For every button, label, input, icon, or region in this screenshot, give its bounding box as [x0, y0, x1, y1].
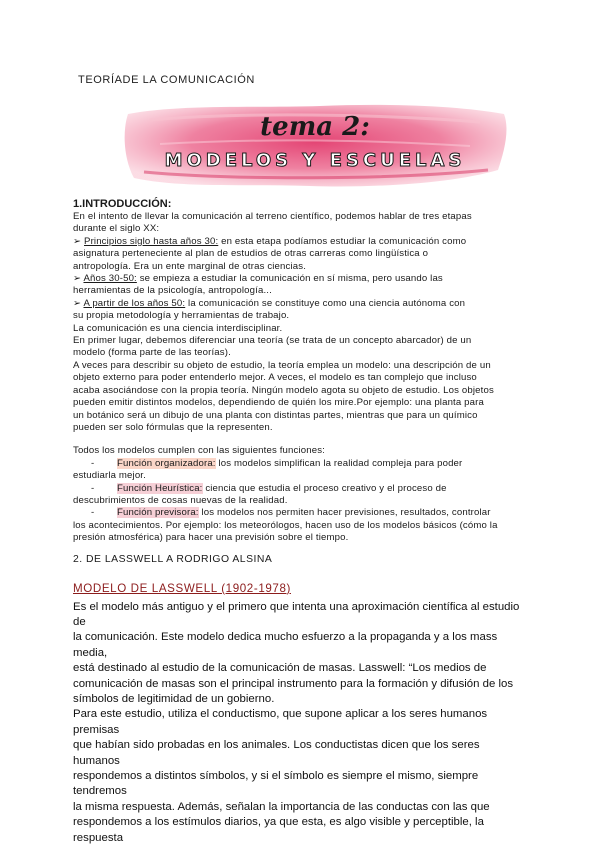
functions-intro: Todos los modelos cumplen con las siguientes funciones: — [73, 445, 325, 457]
intro-text — [73, 211, 528, 545]
title-banner — [120, 100, 510, 192]
text-line: estudiarla mejor. — [73, 470, 146, 482]
function-text: ciencia que estudia el proceso creativo y el proceso de — [202, 482, 447, 494]
text-line: pueden ser solo fórmulas que la representen. — [73, 421, 273, 433]
stage-item — [73, 298, 528, 310]
arrow-bullet-icon: ➢ — [73, 235, 85, 247]
text-line: la comunicación. Este modelo dedica mucho esfuerzo a la propaganda y a los mass media, — [73, 631, 498, 659]
function-label: Función organizadora: — [117, 457, 216, 469]
stage-text: la comunicación se constituye como una ciencia autónoma con — [185, 297, 466, 309]
function-label: Función previsora: — [117, 507, 199, 519]
subsection-heading: MODELO DE LASSWELL (1902-1978) — [73, 581, 291, 595]
arrow-bullet-icon: ➢ — [73, 297, 84, 309]
dash-bullet: - — [91, 482, 95, 494]
text-line: Para este estudio, utiliza el conductismo, que supone aplicar a los seres humanos premisas — [73, 708, 488, 736]
function-label: Función Heurística: — [117, 482, 203, 494]
stage-item — [73, 236, 528, 248]
dash-bullet: - — [91, 507, 95, 519]
section-heading: 1.INTRODUCCIÓN: — [73, 198, 172, 210]
banner-title: tema 2: — [260, 112, 370, 142]
text-line: acaba asociándose con la propia teoría. Ningún modelo agota su objeto de estudio. Los objetos — [73, 384, 494, 396]
text-line: herramientas de la psicología, antropología... — [73, 285, 272, 297]
function-item — [73, 507, 528, 519]
text-line: un botánico será un dibujo de una planta con distintas partes, mientras que para un químico — [73, 409, 478, 421]
text-line: asignatura perteneciente al plan de estudios de otras carreras como lingüística o — [73, 248, 429, 260]
lasswell-paragraph — [73, 600, 528, 847]
stage-label: Años 30-50: — [83, 273, 137, 285]
document-body — [73, 198, 528, 846]
text-line: En el intento de llevar la comunicación al terreno científico, podemos hablar de tres etapas — [73, 211, 472, 222]
text-line: está destinado al estudio de la comunicación de masas. Lasswell: “Los medios de — [73, 662, 487, 675]
banner-subtitle: MODELOS Y ESCUELAS — [164, 150, 466, 171]
text-line: antropología. Era un ente marginal de otras ciencias. — [73, 260, 307, 272]
text-line: descubrimientos de cosas nuevas de la realidad. — [73, 494, 288, 506]
text-line: comunicación de masas son el principal instrumento para la formación y difusión de los — [73, 677, 514, 690]
text-line: respondemos a distintos símbolos, y si el símbolo es siempre el mismo, siempre tendremos — [73, 770, 479, 798]
section-heading-2: 2. DE LASSWELL A RODRIGO ALSINA — [73, 553, 273, 565]
text-line: que habían sido probadas en los animales. Los conductistas dicen que los seres humanos — [73, 739, 480, 767]
stage-label: Principios siglo hasta años 30: — [84, 235, 219, 247]
stage-text: se empieza a estudiar la comunicación en sí misma, pero usando las — [136, 273, 443, 285]
text-line: durante el siglo XX: — [73, 223, 160, 235]
document-header: TEORÍADE LA COMUNICACIÓN — [78, 74, 255, 86]
function-item — [73, 458, 528, 470]
text-line: modelo (forma parte de las teorías). — [73, 347, 231, 359]
text-line: En primer lugar, debemos diferenciar una teoría (se trata de un concepto abarcador) de un — [73, 335, 472, 347]
function-text: los modelos nos permiten hacer previsiones, resultados, controlar — [198, 507, 491, 519]
function-text: los modelos simplifican la realidad compleja para poder — [215, 457, 463, 469]
text-line: su propia metodología y herramientas de trabajo. — [73, 310, 290, 322]
text-line: presión atmosférica) para hacer una previsión sobre el tiempo. — [73, 532, 349, 544]
dash-bullet: - — [91, 457, 95, 469]
text-line: objeto externo para poder entenderlo mejor. A veces, el modelo es tan complejo que incluso — [73, 372, 477, 384]
stage-label: A partir de los años 50: — [83, 297, 186, 309]
text-line: pueden emitir distintos modelos, dependiendo de quién los mire.Por ejemplo: una planta para — [73, 397, 484, 409]
text-line: los acontecimientos. Por ejemplo: los meteorólogos, hacen uso de los modelos básicos (cómo la — [73, 519, 498, 531]
text-line: símbolos de legitimidad de un gobierno. — [73, 693, 275, 705]
arrow-bullet-icon: ➢ — [73, 273, 84, 285]
stage-item — [73, 273, 528, 285]
text-line: la misma respuesta. Además, señalan la importancia de las conductas con las que — [73, 800, 490, 813]
stage-text: en esta etapa podíamos estudiar la comunicación como — [218, 235, 467, 247]
text-line: La comunicación es una ciencia interdisciplinar. — [73, 322, 283, 334]
text-line: respondemos a los estímulos diarios, ya que esta, es algo visible y perceptible, la respuesta — [73, 816, 484, 844]
text-line: A veces para describir su objeto de estudio, la teoría emplea un modelo: una descripción de un — [73, 359, 491, 371]
text-line: Es el modelo más antiguo y el primero que intenta una aproximación científica al estudio de — [73, 600, 520, 628]
function-item — [73, 483, 528, 495]
